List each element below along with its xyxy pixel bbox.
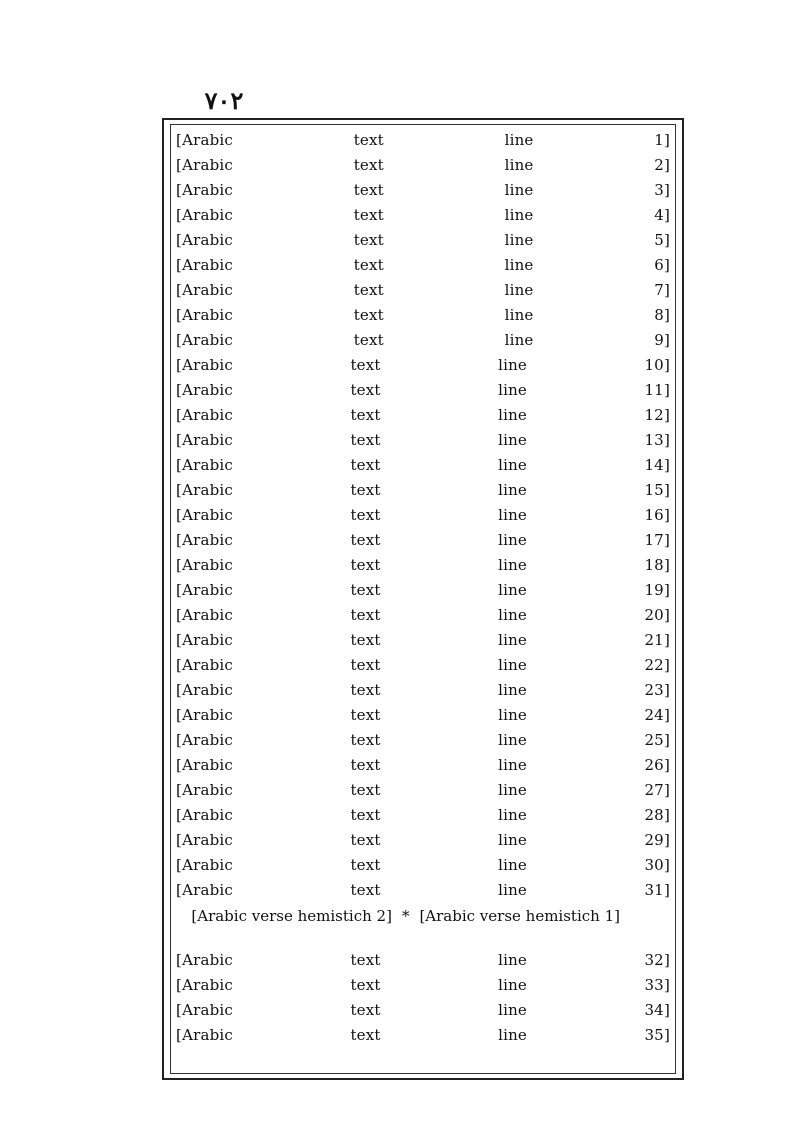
- verse-separator: *: [401, 907, 410, 925]
- text-line: [Arabic text line 29]: [176, 831, 670, 849]
- text-line: [Arabic text line 21]: [176, 631, 670, 649]
- text-line: [Arabic text line 25]: [176, 731, 670, 749]
- text-line: [Arabic text line 17]: [176, 531, 670, 549]
- text-line: [Arabic text line 7]: [176, 281, 670, 299]
- text-line: [Arabic text line 32]: [176, 951, 670, 969]
- text-line: [Arabic text line 31]: [176, 881, 670, 899]
- text-line: [Arabic text line 6]: [176, 256, 670, 274]
- text-line: [Arabic text line 22]: [176, 656, 670, 674]
- page-number: ٧٠٢: [204, 86, 244, 115]
- text-line: [Arabic text line 23]: [176, 681, 670, 699]
- text-line: [Arabic text line 33]: [176, 976, 670, 994]
- text-line: [Arabic text line 5]: [176, 231, 670, 249]
- text-line: [Arabic text line 30]: [176, 856, 670, 874]
- text-line: [Arabic text line 19]: [176, 581, 670, 599]
- text-line: [Arabic text line 12]: [176, 406, 670, 424]
- text-line: [Arabic text line 26]: [176, 756, 670, 774]
- text-line: [Arabic text line 16]: [176, 506, 670, 524]
- text-line: [Arabic text line 2]: [176, 156, 670, 174]
- text-line: [Arabic text line 15]: [176, 481, 670, 499]
- text-line: [Arabic text line 11]: [176, 381, 670, 399]
- text-line: [Arabic text line 8]: [176, 306, 670, 324]
- text-line: [Arabic text line 1]: [176, 131, 670, 149]
- text-line: [Arabic text line 4]: [176, 206, 670, 224]
- text-line: [Arabic text line 34]: [176, 1001, 670, 1019]
- text-line: [Arabic text line 9]: [176, 331, 670, 349]
- text-line: [Arabic text line 10]: [176, 356, 670, 374]
- verse-hemistich-2: [Arabic verse hemistich 2]: [191, 907, 392, 925]
- text-line: [Arabic text line 35]: [176, 1026, 670, 1044]
- text-line: [Arabic text line 13]: [176, 431, 670, 449]
- text-line: [Arabic text line 20]: [176, 606, 670, 624]
- text-line: [Arabic text line 14]: [176, 456, 670, 474]
- verse-hemistich-1: [Arabic verse hemistich 1]: [419, 907, 620, 925]
- text-line: [Arabic text line 18]: [176, 556, 670, 574]
- text-line: [Arabic text line 24]: [176, 706, 670, 724]
- text-line: [Arabic text line 27]: [176, 781, 670, 799]
- text-line: [Arabic text line 3]: [176, 181, 670, 199]
- text-line: [Arabic text line 28]: [176, 806, 670, 824]
- verse-line: [191, 904, 620, 928]
